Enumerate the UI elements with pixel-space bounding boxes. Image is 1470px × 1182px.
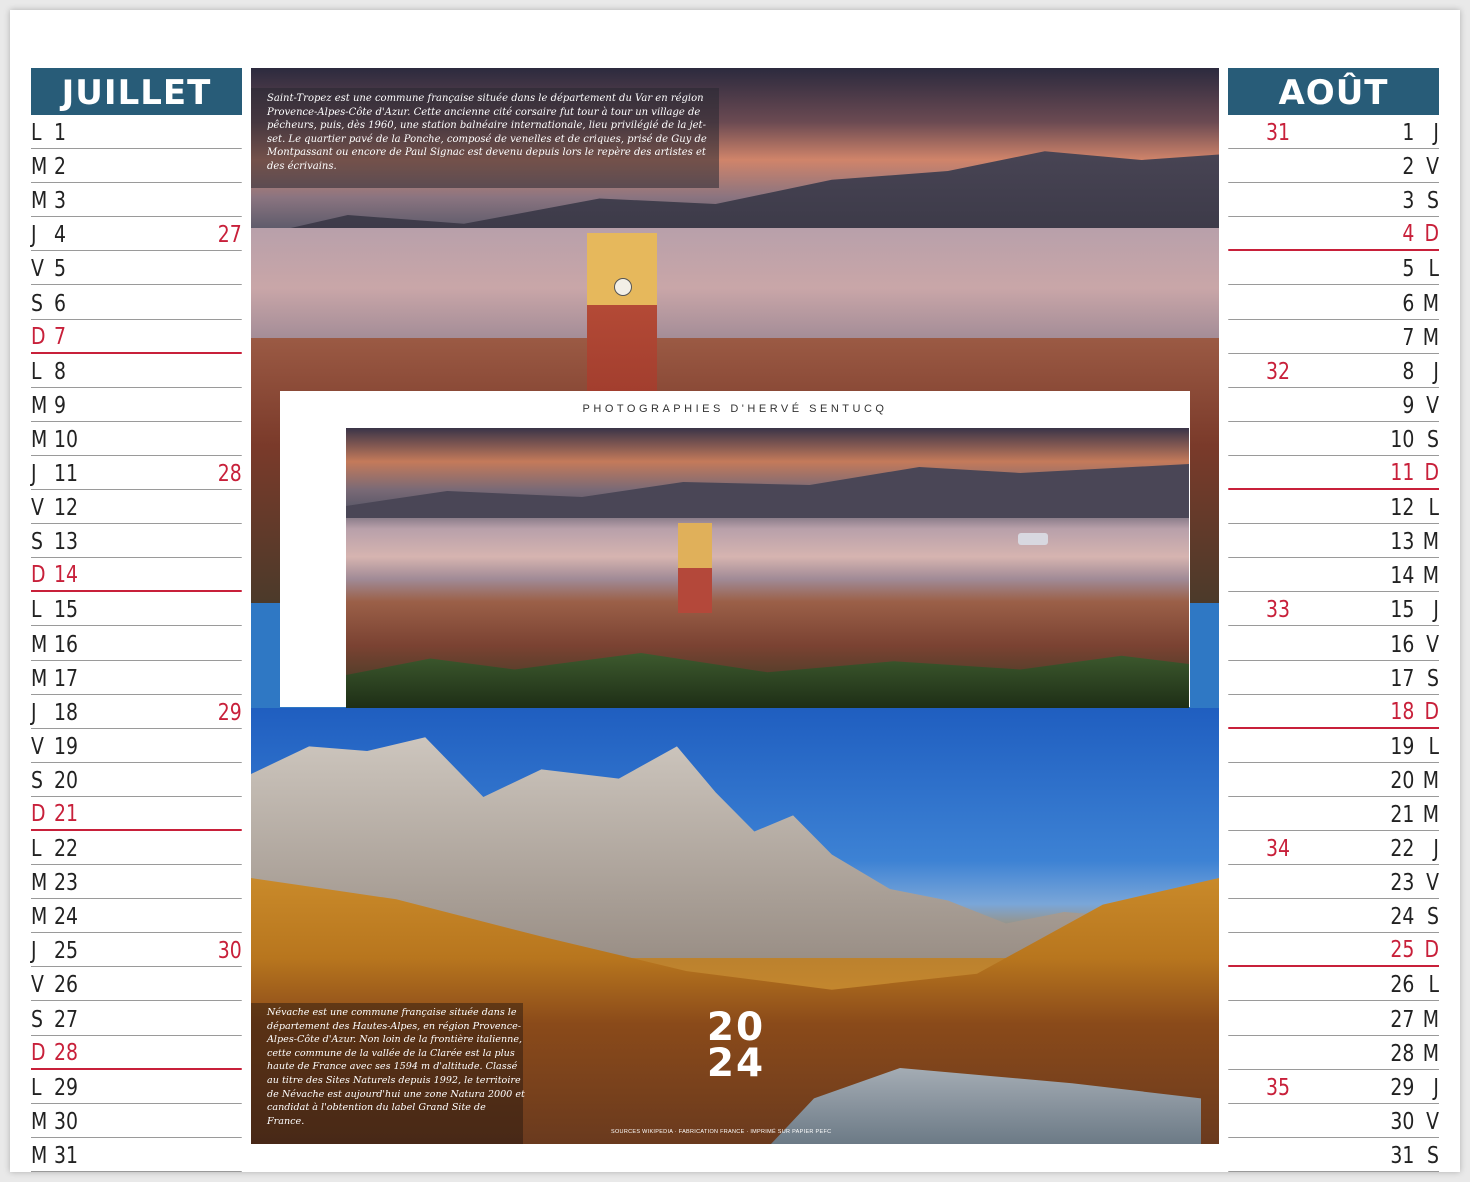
day-letter: L — [31, 358, 42, 385]
day-letter: M — [31, 154, 48, 181]
day-number: 7 — [1402, 324, 1415, 351]
day-number: 26 — [1390, 972, 1415, 999]
day-letter: V — [1426, 631, 1439, 658]
day-letter: S — [1427, 904, 1439, 931]
day-row — [31, 865, 242, 899]
day-row — [1228, 1104, 1439, 1138]
day-row — [1228, 115, 1439, 149]
day-letter: D — [1424, 460, 1439, 487]
day-number: 31 — [53, 1142, 78, 1169]
day-row — [31, 1070, 242, 1104]
day-row — [1228, 558, 1439, 592]
day-letter: M — [31, 904, 48, 931]
year-label — [701, 1005, 771, 1086]
day-letter: M — [31, 1142, 48, 1169]
day-row — [31, 524, 242, 558]
day-number: 8 — [1402, 358, 1415, 385]
day-number: 29 — [1390, 1074, 1415, 1101]
day-number: 27 — [53, 1006, 78, 1033]
day-letter: M — [31, 426, 48, 453]
bell-tower — [587, 233, 657, 393]
day-row — [1228, 695, 1439, 729]
day-number: 27 — [1390, 1006, 1415, 1033]
day-letter: M — [31, 188, 48, 215]
day-letter: V — [31, 256, 44, 283]
day-letter: M — [1422, 563, 1439, 590]
day-number: 5 — [1402, 256, 1415, 283]
day-row — [1228, 524, 1439, 558]
day-letter: D — [1424, 698, 1439, 725]
day-number: 18 — [1390, 698, 1415, 725]
day-row — [31, 115, 242, 149]
day-row — [1228, 183, 1439, 217]
day-letter: D — [1424, 937, 1439, 964]
day-number: 21 — [53, 800, 78, 827]
day-row — [31, 831, 242, 865]
day-letter: M — [1422, 1006, 1439, 1033]
day-letter: L — [1428, 972, 1439, 999]
day-row — [31, 217, 242, 251]
day-letter: D — [31, 1039, 46, 1066]
day-number: 16 — [1390, 631, 1415, 658]
day-row — [1228, 354, 1439, 388]
day-number: 18 — [53, 699, 78, 726]
day-letter: J — [1433, 358, 1439, 385]
day-number: 8 — [53, 358, 66, 385]
day-number: 12 — [53, 495, 78, 522]
day-number: 16 — [53, 631, 78, 658]
day-number: 19 — [1390, 733, 1415, 760]
day-row — [1228, 149, 1439, 183]
day-letter: V — [31, 495, 44, 522]
week-number: 34 — [1265, 836, 1290, 863]
day-row — [31, 354, 242, 388]
day-number: 15 — [53, 597, 78, 624]
month-july — [31, 68, 242, 1172]
day-letter: V — [1426, 154, 1439, 181]
day-number: 21 — [1390, 801, 1415, 828]
month-title-august: AOÛT — [1228, 68, 1439, 115]
week-number: 33 — [1265, 597, 1290, 624]
day-number: 13 — [53, 529, 78, 556]
month-august — [1228, 68, 1439, 1172]
day-letter: V — [31, 972, 44, 999]
day-number: 14 — [53, 562, 78, 589]
day-letter: D — [31, 323, 46, 350]
photo-credit: PHOTOGRAPHIES D'HERVÉ SENTUCQ — [582, 403, 888, 415]
day-letter: M — [1422, 767, 1439, 794]
day-row — [31, 1001, 242, 1035]
day-letter: L — [1428, 495, 1439, 522]
day-number: 28 — [53, 1039, 78, 1066]
day-number: 22 — [1390, 836, 1415, 863]
day-row — [31, 626, 242, 660]
week-number: 32 — [1265, 358, 1290, 385]
day-row — [31, 1138, 242, 1172]
day-number: 2 — [1402, 154, 1415, 181]
day-letter: S — [31, 529, 43, 556]
day-row — [31, 285, 242, 319]
day-letter: V — [1426, 1108, 1439, 1135]
day-number: 20 — [1390, 767, 1415, 794]
day-row — [1228, 251, 1439, 285]
day-row — [31, 320, 242, 354]
day-letter: D — [1424, 221, 1439, 248]
day-number: 23 — [1390, 870, 1415, 897]
day-letter: D — [31, 800, 46, 827]
day-row — [31, 797, 242, 831]
day-letter: M — [1422, 324, 1439, 351]
day-letter: D — [31, 562, 46, 589]
day-number: 6 — [1402, 290, 1415, 317]
day-letter: S — [31, 1006, 43, 1033]
week-number: 31 — [1265, 120, 1290, 147]
day-number: 13 — [1390, 529, 1415, 556]
day-number: 4 — [1402, 221, 1415, 248]
day-letter: S — [1427, 426, 1439, 453]
day-row — [1228, 1001, 1439, 1035]
day-letter: M — [31, 665, 48, 692]
day-row — [1228, 217, 1439, 251]
day-row — [31, 695, 242, 729]
day-row — [1228, 1138, 1439, 1172]
day-number: 12 — [1390, 495, 1415, 522]
day-row — [31, 1104, 242, 1138]
day-row — [31, 899, 242, 933]
week-number: 29 — [217, 699, 242, 726]
day-letter: L — [1428, 733, 1439, 760]
day-row — [1228, 626, 1439, 660]
day-letter: J — [1433, 836, 1439, 863]
month-title-july: JUILLET — [31, 68, 242, 115]
day-letter: L — [31, 836, 42, 863]
week-number: 30 — [217, 938, 242, 965]
day-letter: M — [1422, 290, 1439, 317]
day-number: 14 — [1390, 563, 1415, 590]
day-row — [1228, 729, 1439, 763]
day-number: 11 — [53, 461, 78, 488]
day-number: 9 — [1402, 392, 1415, 419]
day-row — [1228, 797, 1439, 831]
day-number: 30 — [1390, 1108, 1415, 1135]
day-number: 26 — [53, 972, 78, 999]
day-number: 20 — [53, 767, 78, 794]
day-number: 24 — [53, 904, 78, 931]
day-row — [31, 1036, 242, 1070]
day-letter: V — [1426, 870, 1439, 897]
day-number: 17 — [53, 665, 78, 692]
day-row — [31, 490, 242, 524]
week-number: 28 — [217, 461, 242, 488]
day-number: 3 — [53, 188, 66, 215]
year-bottom: 24 — [706, 1041, 766, 1086]
day-number: 5 — [53, 256, 66, 283]
day-number: 6 — [53, 290, 66, 317]
day-letter: L — [31, 597, 42, 624]
day-row — [1228, 320, 1439, 354]
day-row — [1228, 456, 1439, 490]
day-row — [31, 251, 242, 285]
day-row — [1228, 899, 1439, 933]
day-row — [31, 558, 242, 592]
day-letter: S — [31, 290, 43, 317]
day-row — [31, 763, 242, 797]
day-number: 30 — [53, 1108, 78, 1135]
day-number: 19 — [53, 733, 78, 760]
day-row — [1228, 933, 1439, 967]
day-number: 11 — [1390, 460, 1415, 487]
day-row — [31, 592, 242, 626]
day-number: 23 — [53, 870, 78, 897]
day-row — [1228, 285, 1439, 319]
day-number: 29 — [53, 1074, 78, 1101]
day-letter: M — [31, 392, 48, 419]
day-number: 31 — [1390, 1142, 1415, 1169]
day-row — [1228, 1070, 1439, 1104]
day-letter: V — [31, 733, 44, 760]
week-number: 27 — [217, 222, 242, 249]
day-letter: J — [1433, 597, 1439, 624]
day-letter: L — [31, 120, 42, 147]
day-row — [31, 388, 242, 422]
day-row — [1228, 1036, 1439, 1070]
day-row — [31, 183, 242, 217]
week-number: 35 — [1265, 1074, 1290, 1101]
day-number: 2 — [53, 154, 66, 181]
day-row — [1228, 831, 1439, 865]
day-letter: J — [31, 938, 37, 965]
day-row — [31, 422, 242, 456]
day-letter: J — [1433, 1074, 1439, 1101]
day-row — [31, 729, 242, 763]
day-number: 4 — [53, 222, 66, 249]
day-row — [1228, 490, 1439, 524]
day-number: 24 — [1390, 904, 1415, 931]
day-number: 15 — [1390, 597, 1415, 624]
day-letter: S — [1427, 188, 1439, 215]
day-letter: M — [1422, 529, 1439, 556]
day-number: 25 — [1390, 937, 1415, 964]
day-number: 10 — [1390, 426, 1415, 453]
day-row — [31, 456, 242, 490]
day-number: 7 — [53, 323, 66, 350]
saint-tropez-panorama — [346, 428, 1189, 708]
day-row — [1228, 763, 1439, 797]
saint-tropez-caption: Saint-Tropez est une commune française située dans le département du Var en région Provence-Alpes-Côte d'Azur. Cette ancienne cité corsaire fut tour à tour un village de pêcheurs, puis, dès 1960, une station balnéaire internationale, lieu privilégié de la jet-set. Le quartier pavé de la Ponche, composé de venelles et de criques, prisé de Guy de Montpassant ou encore de Paul Signac est devenu depuis lors le repère des artistes et des écrivains. — [267, 93, 707, 172]
day-row — [1228, 388, 1439, 422]
day-row — [1228, 592, 1439, 626]
day-letter: J — [31, 461, 37, 488]
day-row — [31, 933, 242, 967]
photo-area — [251, 68, 1219, 1144]
day-number: 1 — [1402, 120, 1415, 147]
day-letter: M — [31, 1108, 48, 1135]
day-letter: L — [31, 1074, 42, 1101]
day-row — [31, 661, 242, 695]
day-letter: M — [31, 631, 48, 658]
day-letter: S — [31, 767, 43, 794]
day-number: 25 — [53, 938, 78, 965]
footer-note: SOURCES WIKIPEDIA · FABRICATION FRANCE · IMPRIMÉ SUR PAPIER PEFC — [611, 1129, 832, 1135]
july-day-list — [31, 115, 242, 1172]
day-letter: M — [1422, 1040, 1439, 1067]
day-letter: S — [1427, 665, 1439, 692]
year-top: 20 — [706, 1005, 766, 1050]
day-letter: M — [31, 870, 48, 897]
day-number: 10 — [53, 426, 78, 453]
nevache-photo — [251, 708, 1219, 1144]
day-number: 28 — [1390, 1040, 1415, 1067]
day-row — [31, 967, 242, 1001]
day-number: 17 — [1390, 665, 1415, 692]
day-letter: J — [1433, 120, 1439, 147]
day-number: 1 — [53, 120, 66, 147]
day-letter: L — [1428, 256, 1439, 283]
august-day-list — [1228, 115, 1439, 1172]
nevache-caption: Névache est une commune française située dans le département des Hautes-Alpes, en région Provence-Alpes-Côte d'Azur. Non loin de la frontière italienne, cette commune de la vallée de la Clarée est la plus haute de France avec ses 1594 m d'altitude. Classé au titre des Sites Naturels depuis 1992, le territoire de Névache est aujourd'hui une zone Natura 2000 et candidat à l'obtention du label Grand Site de France. — [267, 1007, 525, 1127]
day-number: 3 — [1402, 188, 1415, 215]
day-number: 9 — [53, 392, 66, 419]
day-letter: J — [31, 222, 37, 249]
day-letter: S — [1427, 1142, 1439, 1169]
day-letter: M — [1422, 801, 1439, 828]
day-row — [31, 149, 242, 183]
day-row — [1228, 422, 1439, 456]
day-number: 22 — [53, 836, 78, 863]
day-letter: V — [1426, 392, 1439, 419]
day-row — [1228, 967, 1439, 1001]
day-letter: J — [31, 699, 37, 726]
day-row — [1228, 865, 1439, 899]
day-row — [1228, 661, 1439, 695]
